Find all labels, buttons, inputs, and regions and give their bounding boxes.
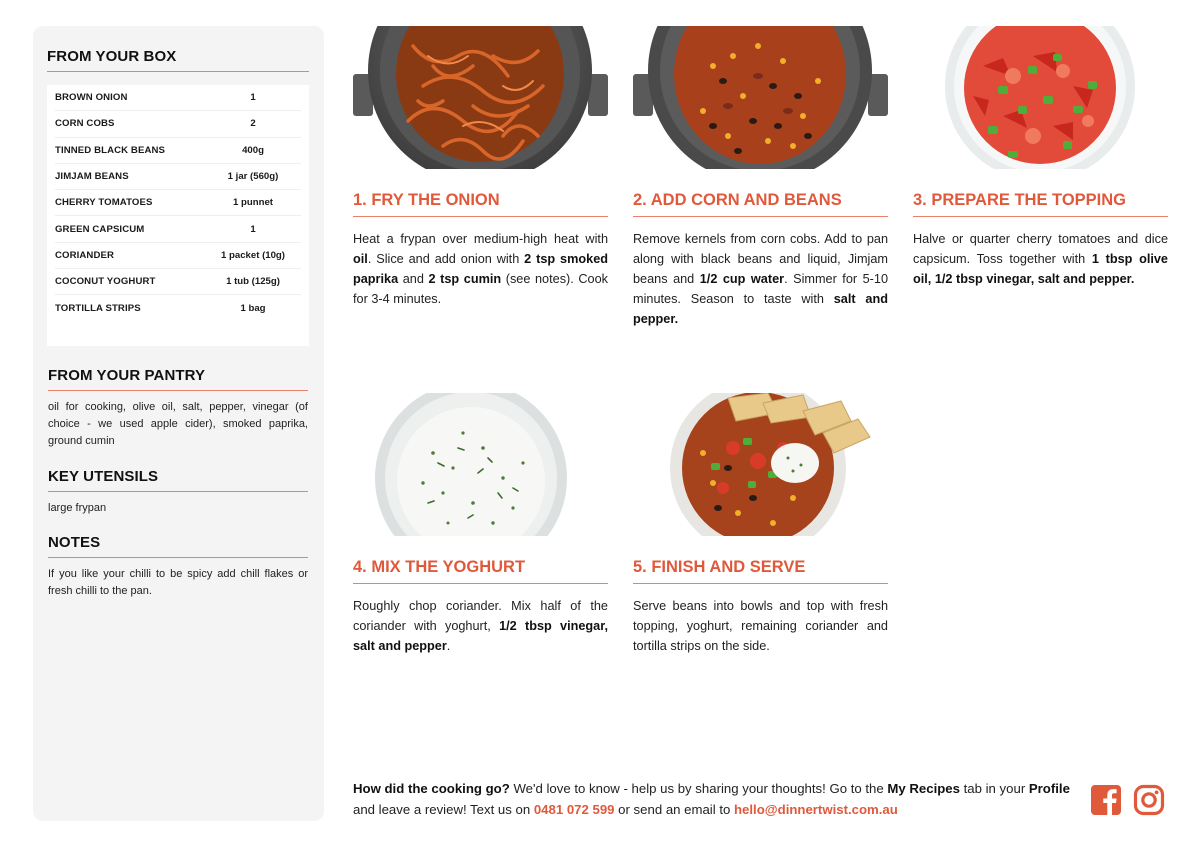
text-segment: Heat a frypan over medium-high heat with — [353, 232, 608, 246]
step-1 — [353, 26, 608, 309]
step-1-body — [353, 229, 608, 309]
text-segment: We'd love to know - help us by sharing your thoughts! Go to the — [509, 781, 888, 796]
ingredient-name: CORN COBS — [55, 118, 115, 130]
ingredient-name: TORTILLA STRIPS — [55, 303, 141, 315]
utensils-title: KEY UTENSILS — [48, 468, 308, 492]
step-5-body — [633, 596, 888, 656]
ingredient-qty: 1 punnet — [233, 197, 273, 209]
yoghurt-bowl-image — [353, 393, 608, 536]
text-segment: . — [446, 639, 451, 653]
bold-text: 2 tsp cumin — [428, 272, 502, 286]
step-3-title: 3. PREPARE THE TOPPING — [913, 191, 1168, 217]
ingredient-name: TINNED BLACK BEANS — [55, 144, 165, 156]
text-segment: Serve beans into bowls and top with fresh topping, yoghurt, remaining coriander and tortilla strips on the side. — [633, 599, 888, 653]
step-2-title: 2. ADD CORN AND BEANS — [633, 191, 888, 217]
ingredient-qty: 400g — [242, 144, 264, 156]
utensils-text: large frypan — [48, 502, 107, 514]
pantry-text: oil for cooking, olive oil, salt, pepper, vinegar (of choice - we used apple cider), smoked paprika, ground cumin — [48, 401, 308, 447]
table-row — [55, 295, 301, 321]
ingredients-table — [47, 85, 309, 346]
finished-dish-image — [633, 393, 888, 536]
table-row — [55, 111, 301, 137]
text-segment: and — [398, 272, 429, 286]
ingredient-name: COCONUT YOGHURT — [55, 276, 156, 288]
ingredient-name: JIMJAM BEANS — [55, 171, 129, 183]
table-row — [55, 85, 301, 111]
table-row — [55, 216, 301, 242]
text-segment: . Simmer for 5-10 minutes. Season to taste with — [633, 272, 888, 306]
bold-text: 1/2 cup water — [699, 272, 785, 286]
bold-text: 1 tbsp olive oil, 1/2 tbsp vinegar, salt and pepper. — [913, 252, 1168, 286]
table-row — [55, 138, 301, 164]
ingredient-qty: 1 bag — [240, 303, 266, 315]
instagram-icon[interactable] — [1133, 784, 1167, 818]
notes-section — [48, 534, 308, 600]
utensils-section — [48, 468, 308, 517]
bold-text: My Recipes — [887, 781, 960, 796]
notes-title: NOTES — [48, 534, 308, 558]
bold-text: salt and pepper. — [633, 292, 888, 326]
step-4 — [353, 393, 608, 656]
phone-link[interactable]: 0481 072 599 — [533, 802, 615, 817]
step-2 — [633, 26, 888, 329]
ingredient-qty: 1 jar (560g) — [227, 171, 279, 183]
ingredient-qty: 1 — [250, 223, 256, 235]
notes-text: If you like your chilli to be spicy add chill flakes or fresh chilli to the pan. — [48, 568, 308, 597]
ingredient-name: BROWN ONION — [55, 92, 128, 104]
bold-text: Profile — [1028, 781, 1070, 796]
bold-text: How did the cooking go? — [353, 781, 510, 796]
feedback-footer — [353, 778, 1073, 820]
ingredients-sidebar — [33, 26, 324, 821]
ingredient-name: CORIANDER — [55, 249, 114, 261]
corn-beans-pan-image — [633, 26, 888, 169]
ingredient-qty: 1 tub (125g) — [226, 276, 280, 288]
pantry-section — [48, 367, 308, 450]
step-3 — [913, 26, 1168, 289]
table-row — [55, 190, 301, 216]
table-row — [55, 269, 301, 295]
step-1-title: 1. FRY THE ONION — [353, 191, 608, 217]
step-5 — [633, 393, 888, 656]
bold-text: oil — [353, 252, 368, 266]
text-segment: Halve or quarter cherry tomatoes and dice capsicum. Toss together with — [913, 232, 1168, 266]
text-segment: and leave a review! Text us on — [353, 802, 534, 817]
from-your-box-title: FROM YOUR BOX — [47, 48, 309, 72]
step-5-title: 5. FINISH AND SERVE — [633, 558, 888, 584]
email-link[interactable]: hello@dinnertwist.com.au — [734, 802, 898, 817]
step-3-body — [913, 229, 1168, 289]
step-2-body — [633, 229, 888, 329]
fried-onion-pan-image — [353, 26, 608, 169]
text-segment: or send an email to — [614, 802, 734, 817]
text-segment: Roughly chop coriander. Mix half of the coriander with yoghurt, — [353, 599, 608, 633]
ingredient-qty: 1 — [250, 92, 256, 104]
bold-text: 2 tsp smoked paprika — [353, 252, 609, 286]
step-4-title: 4. MIX THE YOGHURT — [353, 558, 608, 584]
ingredient-name: GREEN CAPSICUM — [55, 223, 145, 235]
tomato-capsicum-bowl-image — [913, 26, 1168, 169]
text-segment: . Slice and add onion with — [367, 252, 525, 266]
text-segment: Remove kernels from corn cobs. Add to pan along with black beans and liquid, Jimjam beans and — [633, 232, 888, 286]
ingredient-qty: 2 — [250, 118, 256, 130]
text-segment: tab in your — [959, 781, 1029, 796]
table-row — [55, 164, 301, 190]
step-4-body — [353, 596, 608, 656]
ingredient-qty: 1 packet (10g) — [221, 249, 285, 261]
facebook-icon[interactable] — [1090, 784, 1124, 818]
bold-text: 1/2 tbsp vinegar, salt and pepper — [353, 619, 608, 653]
table-row — [55, 243, 301, 269]
text-segment: (see notes). Cook for 3-4 minutes. — [353, 272, 609, 306]
ingredient-name: CHERRY TOMATOES — [55, 197, 153, 209]
pantry-title: FROM YOUR PANTRY — [48, 367, 308, 391]
